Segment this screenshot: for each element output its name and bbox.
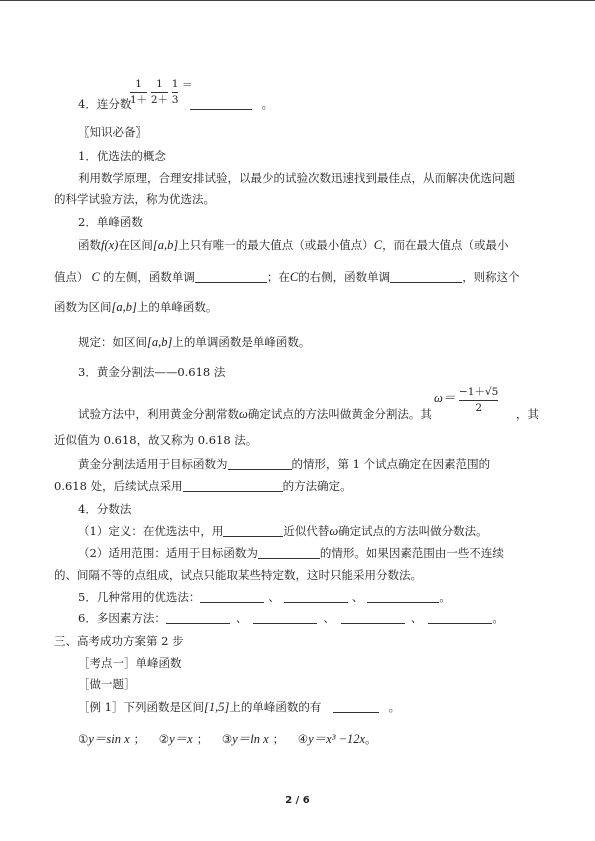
k4-line-1: （1）定义：在优选法中，用 近似代替ω确定试点的方法叫做分数法。 bbox=[78, 524, 488, 538]
k4-line-3: 的、间隔不等的点组成，试点只能取某些特定数，这时只能采用分数法。 bbox=[54, 568, 422, 582]
cf-term-1: $\frac{1}{1+}$ bbox=[130, 78, 148, 106]
do-one-title: ［做一题］ bbox=[78, 677, 136, 691]
option-1: ①y＝sin x ； bbox=[78, 732, 146, 746]
k2-blank-1 bbox=[195, 270, 267, 283]
kaodian-1: ［考点一］单峰函数 bbox=[78, 656, 182, 670]
k3-line-1: 试验方法中，利用黄金分割常数ω确定试点的方法叫做黄金分割法。其 bbox=[78, 407, 432, 421]
page-number: 2 / 6 bbox=[285, 795, 310, 806]
k2-line-1: 函数f(x)在区间[a,b]上只有唯一的最大值点（或最小值点）C，而在最大值点（或最小 bbox=[78, 238, 509, 252]
q4-prefix: 4．连分数 bbox=[78, 97, 132, 111]
k6-blank-4 bbox=[428, 611, 492, 624]
example-1-options bbox=[78, 731, 377, 747]
k3-blank-1 bbox=[228, 457, 292, 470]
k2-blank-2 bbox=[390, 270, 462, 283]
cf-term-2: $\frac{1}{2+}$ bbox=[150, 78, 169, 106]
omega-fraction: $\frac{-1+√5}{2}$ bbox=[458, 386, 499, 414]
k5-blank-2 bbox=[284, 590, 348, 603]
k6-blank-1 bbox=[166, 611, 230, 624]
fx-symbol: f(x) bbox=[101, 238, 119, 252]
k6-blank-3 bbox=[341, 611, 405, 624]
k2-rule: 规定：如区间[a,b]上的单调函数是单峰函数。 bbox=[78, 335, 311, 349]
k3-line-3: 黄金分割法适用于目标函数为 的情形，第 1 个试点确定在因素范围的 bbox=[78, 457, 491, 471]
k5-blank-1 bbox=[200, 590, 264, 603]
q4-answer bbox=[190, 96, 273, 112]
option-2: ②y＝x ； bbox=[158, 732, 209, 746]
section-3-title: 三、高考成功方案第 2 步 bbox=[54, 634, 184, 648]
k6-line: 6．多因素方法： 、 、 、 。 bbox=[78, 611, 504, 625]
cf-term-3: $\frac{1}{3}$ bbox=[171, 78, 179, 106]
k4-line-2: （2）适用范围：适用于目标函数为 的情形。如果因素范围由一些不连续 bbox=[78, 546, 504, 560]
k1-title: 1．优选法的概念 bbox=[78, 149, 166, 163]
omega-formula: ω＝ $\frac{-1+√5}{2}$ bbox=[434, 386, 499, 414]
option-4: ④y＝x³ −12x。 bbox=[297, 732, 377, 746]
q4-line bbox=[78, 96, 131, 112]
k5-line: 5．几种常用的优选法： 、 、 。 bbox=[78, 590, 451, 604]
k4-blank-2 bbox=[258, 546, 320, 559]
section-title: 〖知识必备〗 bbox=[78, 125, 147, 139]
k4-blank-1 bbox=[223, 524, 283, 537]
example-1-blank bbox=[333, 700, 379, 713]
k2-line-2: 值点） C 的左侧，函数单调 ；在C的右侧，函数单调 ，则称这个 bbox=[54, 270, 520, 284]
q4-suffix: 。 bbox=[261, 97, 274, 111]
k3-title: 3．黄金分割法——0.618 法 bbox=[78, 365, 226, 379]
k3-line-1-tail: ，其 bbox=[516, 407, 539, 421]
k2-line-3: 函数为区间[a,b]上的单峰函数。 bbox=[54, 300, 218, 314]
k6-blank-2 bbox=[253, 611, 317, 624]
top-border-line bbox=[0, 0, 595, 1]
example-1: ［例 1］下列函数是区间[1,5]上的单峰函数的有 。 bbox=[78, 700, 401, 714]
q4-answer-blank bbox=[190, 97, 252, 110]
interval-ab: [a,b] bbox=[152, 238, 179, 252]
k3-blank-2 bbox=[183, 479, 283, 492]
k1-line-1: 利用数学原理，合理安排试验，以最少的试验次数迅速找到最佳点，从而解决优选问题 bbox=[78, 171, 515, 185]
option-3: ③y＝ln x ； bbox=[221, 732, 285, 746]
cf-equals: ＝ bbox=[182, 78, 193, 91]
k3-line-4: 0.618 处，后续试点采用 的方法确定。 bbox=[54, 479, 352, 493]
continued-fraction bbox=[130, 78, 193, 107]
k3-line-2: 近似值为 0.618，故又称为 0.618 法。 bbox=[54, 433, 258, 447]
k5-blank-3 bbox=[367, 590, 439, 603]
k2-title: 2．单峰函数 bbox=[78, 215, 143, 229]
k4-title: 4．分数法 bbox=[78, 502, 132, 516]
point-c: C bbox=[373, 238, 383, 252]
k1-line-2: 的科学试验方法，称为优选法。 bbox=[54, 192, 215, 206]
